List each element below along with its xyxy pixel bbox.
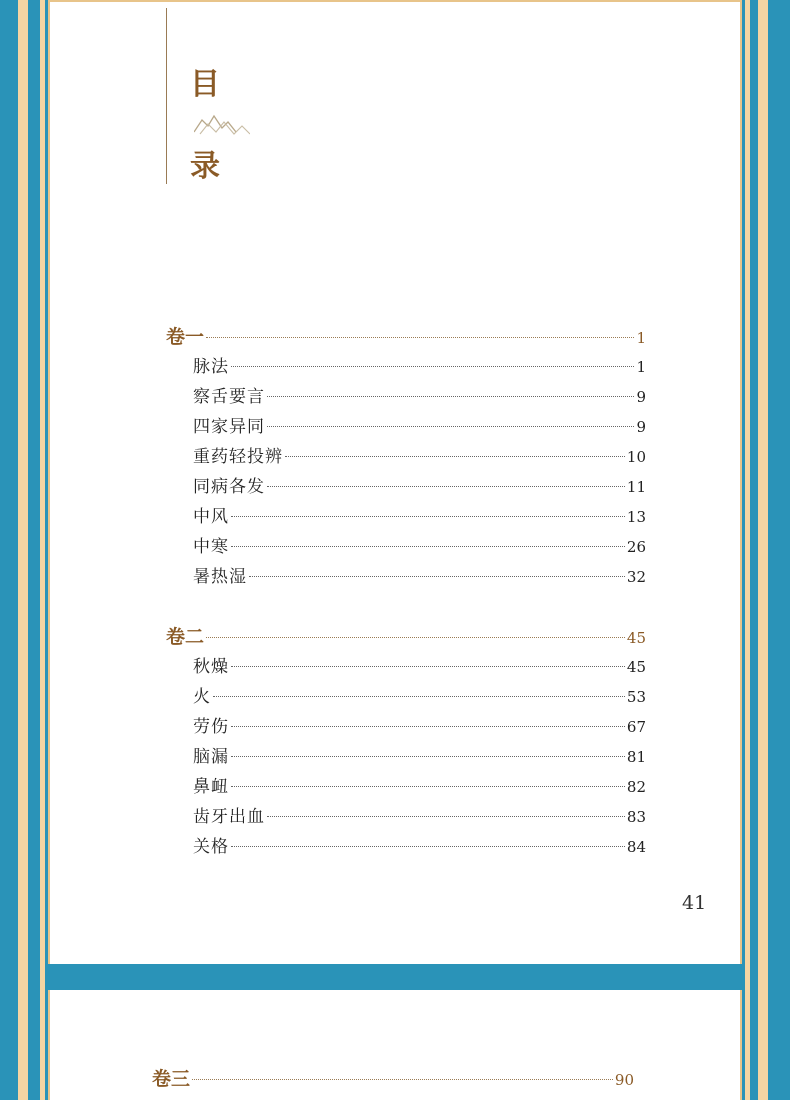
toc-entry-page: 9: [636, 418, 646, 436]
toc-entry-label: 关格: [193, 837, 229, 857]
right-peach-stripe: [758, 0, 768, 1100]
toc-entry-page: 11: [626, 478, 646, 496]
toc-leader-dots: [267, 486, 625, 487]
toc-volume-row[interactable]: [166, 323, 646, 351]
toc-entry-label: 齿牙出血: [193, 807, 265, 827]
page-frame-right: [740, 0, 742, 964]
toc-entry-row[interactable]: [193, 713, 646, 741]
toc-leader-dots: [267, 396, 634, 397]
toc-entry-page: 82: [626, 778, 646, 796]
toc-entry-page: 53: [626, 688, 646, 706]
toc-entry-label: 四家异同: [193, 417, 265, 437]
toc-leader-dots: [285, 456, 625, 457]
toc-volume-row[interactable]: [152, 1065, 634, 1093]
toc-entry-row[interactable]: [193, 443, 646, 471]
toc-entry-page: 45: [626, 658, 646, 676]
toc-entry-page: 81: [626, 748, 646, 766]
toc-volume-page: 1: [636, 329, 646, 347]
toc-entry-row[interactable]: [193, 683, 646, 711]
toc-entry-page: 26: [626, 538, 646, 556]
toc-leader-dots: [231, 786, 625, 787]
toc-leader-dots: [231, 666, 625, 667]
toc-entry-page: 13: [626, 508, 646, 526]
toc-entry-page: 83: [626, 808, 646, 826]
toc-entry-label: 重药轻投辨: [193, 447, 283, 467]
toc-leader-dots: [231, 846, 625, 847]
page-number: 41: [682, 892, 707, 914]
toc-leader-dots: [267, 426, 634, 427]
toc-entry-row[interactable]: [193, 773, 646, 801]
toc-entry-label: 脉法: [193, 357, 229, 377]
left-peach-stripe: [18, 0, 28, 1100]
toc-entry-label: 秋燥: [193, 657, 229, 677]
right-inner-stripe: [745, 0, 750, 1100]
toc-entry-row[interactable]: [193, 533, 646, 561]
page2-frame-right: [740, 990, 742, 1100]
toc-entry-label: 察舌要言: [193, 387, 265, 407]
toc-leader-dots: [206, 637, 625, 638]
toc-entry-row[interactable]: [193, 743, 646, 771]
toc-leader-dots: [249, 576, 625, 577]
toc-entry-row[interactable]: [193, 563, 646, 591]
title-vertical-rule: [166, 8, 167, 184]
toc-volume-page: 90: [614, 1071, 634, 1089]
toc-leader-dots: [231, 366, 634, 367]
toc-entry-label: 中风: [193, 507, 229, 527]
toc-entry-label: 鼻衄: [193, 777, 229, 797]
toc-leader-dots: [231, 516, 625, 517]
toc-entry-page: 67: [626, 718, 646, 736]
toc-entry-row[interactable]: [193, 653, 646, 681]
toc-entry-label: 劳伤: [193, 717, 229, 737]
toc-leader-dots: [231, 546, 625, 547]
page-title-bottom: 录: [190, 149, 220, 184]
toc-entry-row[interactable]: [193, 473, 646, 501]
toc-entry-row[interactable]: [193, 503, 646, 531]
toc-entry-label: 中寒: [193, 537, 229, 557]
toc-leader-dots: [267, 816, 625, 817]
toc-leader-dots: [231, 756, 625, 757]
toc-entry-label: 暑热湿: [193, 567, 247, 587]
toc-page-41: [48, 0, 742, 964]
toc-entry-row[interactable]: [193, 833, 646, 861]
toc-entry-page: 10: [626, 448, 646, 466]
toc-volume-label: 卷一: [166, 326, 205, 348]
toc-entry-label: 火: [193, 687, 211, 707]
mountain-ornament-icon: [194, 114, 250, 136]
toc-volume-row[interactable]: [166, 623, 646, 651]
page-frame-top: [48, 0, 742, 2]
toc-leader-dots: [213, 696, 625, 697]
page-title-top: 目: [190, 67, 220, 102]
toc-entry-page: 32: [626, 568, 646, 586]
toc-entry-row[interactable]: [193, 353, 646, 381]
page-frame-left: [48, 0, 50, 964]
toc-entry-label: 脑漏: [193, 747, 229, 767]
page2-frame-left: [48, 990, 50, 1100]
toc-leader-dots: [206, 337, 634, 338]
toc-volume-label: 卷二: [166, 626, 205, 648]
toc-entry-row[interactable]: [193, 383, 646, 411]
left-inner-stripe: [40, 0, 45, 1100]
toc-leader-dots: [231, 726, 625, 727]
toc-leader-dots: [192, 1079, 613, 1080]
toc-entry-row[interactable]: [193, 803, 646, 831]
toc-entry-page: 84: [626, 838, 646, 856]
toc-entry-page: 1: [636, 358, 646, 376]
toc-page-next: [48, 990, 742, 1100]
toc-entry-row[interactable]: [193, 413, 646, 441]
toc-entry-page: 9: [636, 388, 646, 406]
toc-volume-page: 45: [626, 629, 646, 647]
toc-entry-label: 同病各发: [193, 477, 265, 497]
toc-volume-label: 卷三: [152, 1068, 191, 1090]
